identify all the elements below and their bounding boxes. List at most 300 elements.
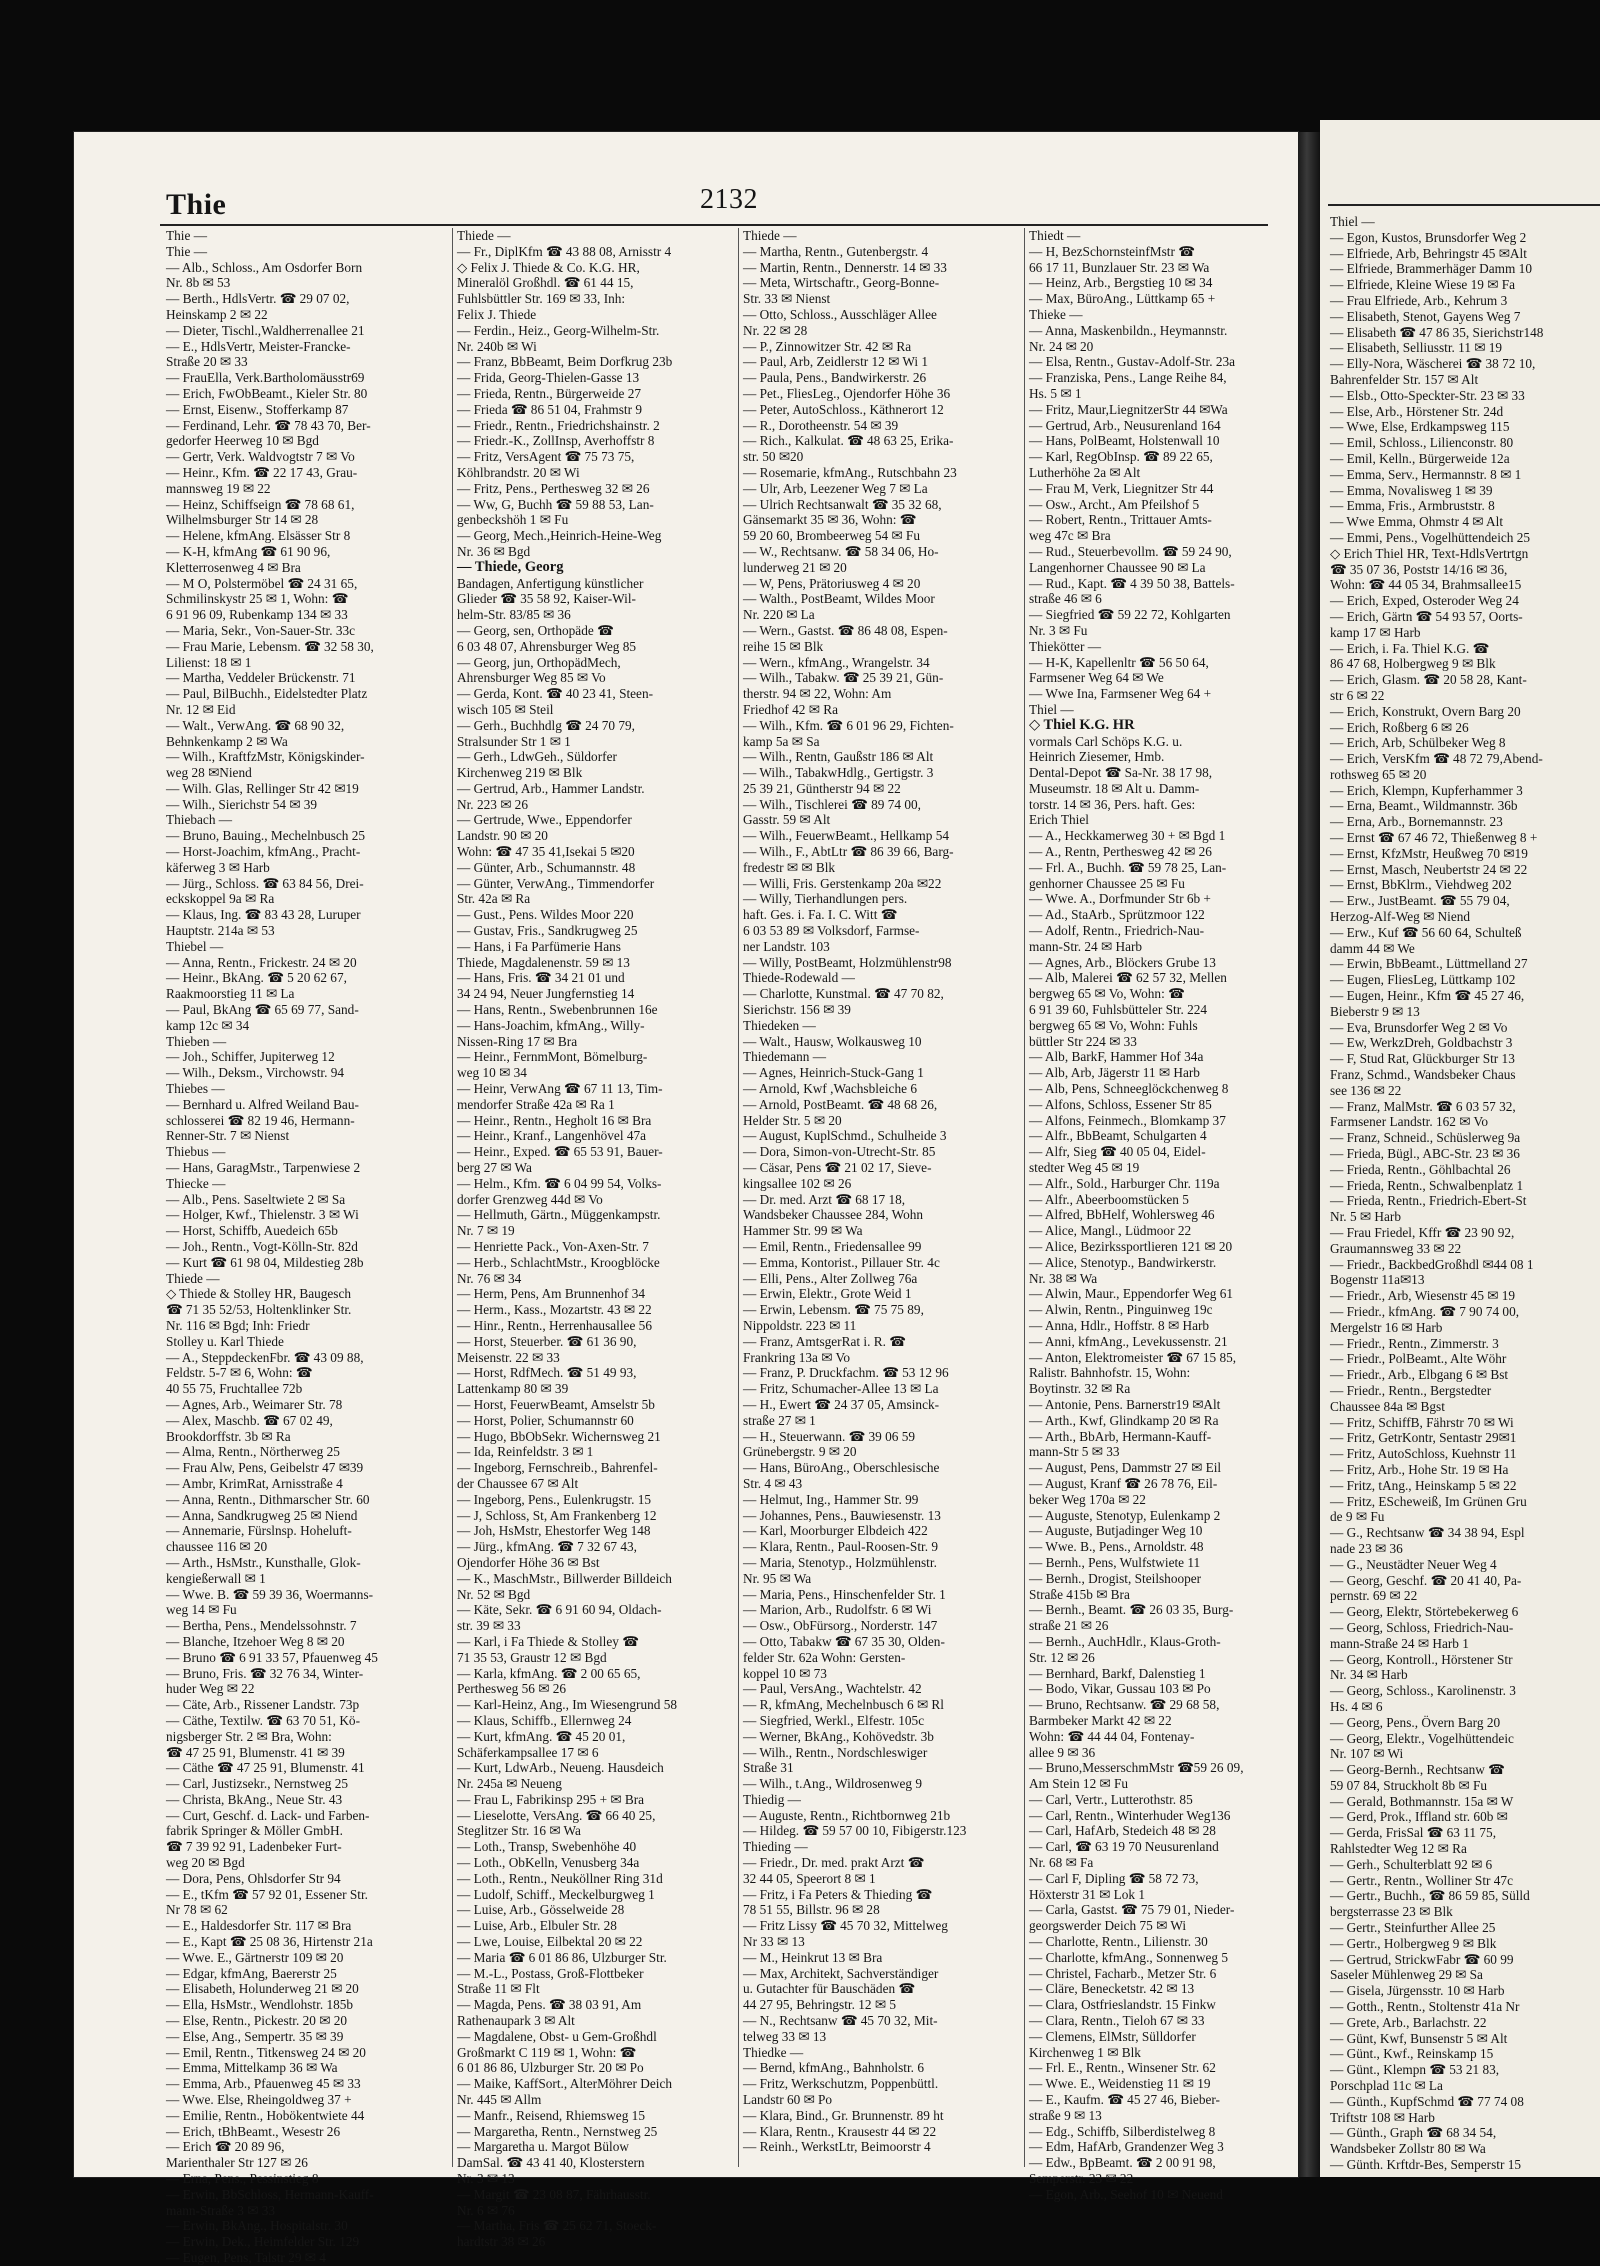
directory-entry-line: haft. Ges. i. Fa. I. C. Witt ☎ (743, 907, 898, 923)
directory-entry-line: — Alma, Rentn., Nörtherweg 25 (166, 1444, 340, 1460)
directory-entry-line: Thie — (166, 243, 207, 259)
directory-entry-line: Nr. 6 ✉ 76 (457, 2202, 515, 2218)
directory-entry-line: — W., Rechtsanw. ☎ 58 34 06, Ho- (743, 543, 939, 559)
directory-entry-line: — Alb., Pens. Saseltwiete 2 ✉ Sa (166, 1191, 346, 1207)
directory-entry-line: käferweg 3 ✉ Harb (166, 859, 270, 875)
directory-entry-line: Kletterrosenweg 4 ✉ Bra (166, 559, 301, 575)
directory-entry-line: — Fritz, Schumacher-Allee 13 ✉ La (743, 1381, 939, 1397)
directory-entry-line: — Georg, Elektr., Vogelhüttendeic (1330, 1730, 1514, 1746)
directory-entry-line: Bogenstr 11a✉13 (1330, 1272, 1425, 1288)
directory-entry-line: Lutherhöhe 2a ✉ Alt (1029, 464, 1141, 480)
directory-entry-line: — Elfriede, Kleine Wiese 19 ✉ Fa (1330, 277, 1516, 293)
directory-entry-line: — Bruno, Bauing., Mechelnbusch 25 (166, 828, 366, 844)
directory-entry-line: lunderweg 21 ✉ 20 (743, 559, 847, 575)
directory-entry-line: — Georg, Kontroll., Hörstener Str (1330, 1651, 1513, 1667)
directory-entry-line: — Friedr.-K., ZollInsp, Averhoffstr 8 (457, 433, 655, 449)
directory-entry-line: — Hildeg. ☎ 59 57 00 10, Fibigerstr.123 (743, 1823, 967, 1839)
directory-entry-line: Thiecke — (166, 1175, 226, 1191)
directory-entry-line: — Hans, Rentn., Swebenbrunnen 16e (457, 1002, 658, 1018)
directory-entry-line: 6 01 86 86, Ulzburger Str. 20 ✉ Po (457, 2060, 644, 2076)
directory-entry-line: — Friedr., Rentn., Friedrichshainstr. 2 (457, 417, 660, 433)
directory-entry-line: — Maike, KaffSort., AlterMöhrer Deich (457, 2076, 673, 2092)
directory-entry-line: — Kurt, kfmAng. ☎ 45 20 01, (457, 1728, 626, 1744)
directory-entry-line: see 136 ✉ 22 (1330, 1082, 1402, 1098)
directory-entry-line: — Alb, BarkF, Hammer Hof 34a (1029, 1049, 1204, 1065)
directory-entry-line: — Herm., Kass., Mozartstr. 43 ✉ 22 (457, 1302, 652, 1318)
directory-entry-line: — Annemarie, Fürslnsp. Hoheluft- (166, 1523, 352, 1539)
directory-entry-line: — Willi, Fris. Gerstenkamp 20a ✉22 (743, 875, 942, 891)
directory-entry-line: — Ernst, Masch, Neubertstr 24 ✉ 22 (1330, 861, 1528, 877)
directory-entry-line: — Gertrud, StrickwFabr ☎ 60 99 (1330, 1951, 1514, 1967)
directory-entry-line: — Margit ☎ 23 08 87, Fährhausstr. (457, 2186, 651, 2202)
directory-entry-line: — F, Stud Rat, Glückburger Str 13 (1330, 1051, 1515, 1067)
directory-entry-line: — Heinr., Rentn., Hegholt 16 ✉ Bra (457, 1112, 652, 1128)
directory-entry-line: Thiede — (743, 228, 797, 243)
directory-entry-line: büttler Str 224 ✉ 33 (1029, 1033, 1137, 1049)
directory-entry-line: — A., Rentn, Perthesweg 42 ✉ 26 (1029, 844, 1212, 860)
directory-entry-line: — Ernst, Eisenw., Stofferkamp 87 (166, 401, 349, 417)
directory-entry-line: — Frau Elfriede, Arb., Kehrum 3 (1330, 292, 1508, 308)
directory-entry-line: — Ingeborg, Pens., Eulenkrugstr. 15 (457, 1491, 652, 1507)
directory-entry-line: — Charlotte, Rentn., Lilienstr. 30 (1029, 1934, 1208, 1950)
directory-entry-line: — Auguste, Rentn., Richtbornweg 21b (743, 1807, 951, 1823)
directory-entry-line: — Alfons, Schloss, Essener Str 85 (1029, 1096, 1212, 1112)
directory-entry-line: Thiebel — (166, 938, 224, 954)
directory-entry-line: Thiel — (1330, 214, 1375, 229)
directory-entry-line: ◇ Felix J. Thiede & Co. K.G. HR, (457, 259, 640, 275)
directory-entry-line: — Franziska, Pens., Lange Reihe 84, (1029, 370, 1227, 386)
directory-entry-line: — G., Neustädter Neuer Weg 4 (1330, 1556, 1497, 1572)
directory-entry-line: — Erwin, BbBeamt., Lüttmelland 27 (1330, 956, 1528, 972)
directory-entry-line: — Wwe. E., Gärtnerstr 109 ✉ 20 (166, 1949, 344, 1965)
directory-entry-line: — Bernh., Drogist, Steilshooper (1029, 1570, 1202, 1586)
directory-entry-line: — Frl. A., Buchh. ☎ 59 78 25, Lan- (1029, 859, 1227, 875)
directory-entry-line: — Heinz, Schiffseign ☎ 78 68 61, (166, 496, 355, 512)
directory-entry-line: — Clara, Ostfrieslandstr. 15 Finkw (1029, 1997, 1216, 2013)
directory-entry-line: — Bernh., Pens, Wulfstwiete 11 (1029, 1554, 1201, 1570)
header-rule (160, 224, 1268, 226)
directory-entry-line: helm-Str. 83/85 ✉ 36 (457, 607, 571, 623)
directory-entry-line: — Fritz, VersAgent ☎ 75 73 75, (457, 449, 635, 465)
directory-entry-line: — Gertrud, Arb., Neusurenland 164 (1029, 417, 1221, 433)
directory-entry-line: weg 28 ✉Niend (166, 765, 252, 781)
column-2 (452, 228, 739, 2250)
directory-entry-line: — K-H, kfmAng ☎ 61 90 96, (166, 543, 331, 559)
directory-entry-line: — Frieda, Rentn., Friedrich-Ebert-St (1330, 1193, 1527, 1209)
directory-entry-line: — Wern., kfmAng., Wrangelstr. 34 (743, 654, 930, 670)
directory-entry-line: — Wilh., Tischlerei ☎ 89 74 00, (743, 796, 921, 812)
directory-entry-line: — J, Schloss, St, Am Frankenberg 12 (457, 1507, 657, 1523)
directory-entry-line: straße 9 ✉ 13 (1029, 2107, 1102, 2123)
directory-entry-line: ☎ 71 35 52/53, Holtenklinker Str. (166, 1302, 352, 1318)
directory-entry-line: — Helene, kfmAng. Elsässer Str 8 (166, 528, 351, 544)
directory-entry-line: — Gertr., Buchh., ☎ 86 59 85, Sülld (1330, 1888, 1530, 1904)
directory-entry-line: — Henriette Pack., Von-Axen-Str. 7 (457, 1239, 649, 1254)
directory-entry-line: — H-K, Kapellenltr ☎ 56 50 64, (1029, 654, 1209, 670)
directory-entry-line: — Joh., Schiffer, Jupiterweg 12 (166, 1049, 335, 1065)
directory-entry-line: — Erwin, Elektr., Grote Weid 1 (743, 1286, 912, 1302)
directory-entry-line: Straße 11 ✉ Flt (457, 1981, 540, 1997)
directory-entry-line: ☎ 7 39 92 91, Ladenbeker Furt- (166, 1839, 342, 1855)
directory-entry-line: 25 39 21, Güntherstr 94 ✉ 22 (743, 780, 901, 796)
directory-entry-line: — Emma, Fris., Armbruststr. 8 (1330, 498, 1495, 514)
directory-entry-line: — Fritz, SchiffB, Fährstr 70 ✉ Wi (1330, 1414, 1514, 1430)
directory-entry-line: 34 24 94, Neuer Jungfernstieg 14 (457, 986, 635, 1002)
directory-entry-line: — Emil, Rentn., Titkensweg 24 ✉ 20 (166, 2044, 366, 2060)
directory-entry-line: — Meta, Wirtschaftr., Georg-Bonne- (743, 275, 940, 291)
directory-entry-line: Am Stein 12 ✉ Fu (1029, 1776, 1129, 1792)
directory-entry-line: — Anni, kfmAng., Levekussenstr. 21 (1029, 1333, 1228, 1349)
directory-entry-line: Wandsbeker Chaussee 284, Wohn (743, 1207, 924, 1223)
directory-entry-line: — Charlotte, kfmAng., Sonnenweg 5 (1029, 1949, 1229, 1965)
directory-entry-line: — Heinr, VerwAng ☎ 67 11 13, Tim- (457, 1081, 663, 1097)
directory-entry-line: — Alb, Arb, Jägerstr 11 ✉ Harb (1029, 1065, 1200, 1081)
directory-entry-line: — Erich, i. Fa. Thiel K.G. ☎ (1330, 640, 1490, 656)
directory-entry-line: — Hellmuth, Gärtn., Müggenkampstr. (457, 1207, 661, 1223)
directory-entry-line: — Fritz, tAng., Heinskamp 5 ✉ 22 (1330, 1477, 1517, 1493)
directory-entry-line: — Heinr., Kfm. ☎ 22 17 43, Grau- (166, 464, 358, 480)
directory-entry-line: — Gust., Pens. Wildes Moor 220 (457, 907, 634, 923)
directory-entry-line: — Bruno, Fris. ☎ 32 76 34, Winter- (166, 1665, 364, 1681)
directory-entry-line: de 9 ✉ Fu (1330, 1509, 1385, 1525)
directory-entry-line: — Georg, Mech.,Heinrich-Heine-Weg (457, 528, 662, 544)
directory-entry-line: u. Gutachter für Bauschäden ☎ (743, 1981, 916, 1997)
directory-entry-line: nade 23 ✉ 36 (1330, 1540, 1403, 1556)
directory-entry-line: — Ernst, KfzMstr, Heußweg 70 ✉19 (1330, 845, 1528, 861)
directory-entry-line: Fuhlsbüttler Str. 169 ✉ 33, Inh: (457, 291, 626, 307)
directory-entry-line: — Maria, Stenotyp., Holzmühlenstr. (743, 1554, 937, 1570)
directory-entry-line: — Ad., StaArb., Sprützmoor 122 (1029, 907, 1205, 923)
directory-entry-line: — Alb, Malerei ☎ 62 57 32, Mellen (1029, 970, 1227, 986)
directory-entry-line: — K., MaschMstr., Billwerder Billdeich (457, 1570, 672, 1586)
directory-entry-line: — Eugen, Pens, Talstr 29 ✉ 4 (166, 2250, 326, 2265)
directory-entry-line: — Hinr., Rentn., Herrenhausallee 56 (457, 1317, 652, 1333)
directory-entry-line: — Peter, AutoSchloss., Käthnerort 12 (743, 401, 944, 417)
directory-entry-line: — Erw., JustBeamt. ☎ 55 79 04, (1330, 893, 1510, 909)
directory-entry-line: DamSal. ☎ 43 41 40, Klosterstern (457, 2155, 645, 2171)
directory-entry-line: Rathenaupark 3 ✉ Alt (457, 2013, 575, 2029)
directory-entry-line: — Anna, Sandkrugweg 25 ✉ Niend (166, 1507, 358, 1523)
directory-entry-line: — Erich, tBhBeamt., Wesestr 26 (166, 2123, 341, 2139)
directory-entry-line: — Wilh. Glas, Rellinger Str 42 ✉19 (166, 780, 359, 796)
directory-entry-line: — Arth., HsMstr., Kunsthalle, Glok- (166, 1554, 361, 1570)
directory-entry-line: — Magda, Pens. ☎ 38 03 91, Am (457, 1997, 642, 2013)
directory-entry-line: — Agnes, Arb., Blöckers Grube 13 (1029, 954, 1216, 970)
directory-entry-line: — Elfriede, Arb, Behringstr 45 ✉Alt (1330, 245, 1527, 261)
directory-entry-line: — Hans, Fris. ☎ 34 21 01 und (457, 970, 625, 986)
directory-entry-line: Nr. 223 ✉ 26 (457, 796, 528, 812)
directory-entry-line: Behnkenkamp 2 ✉ Wa (166, 733, 288, 749)
directory-entry-line: Wilhelmsburger Str 14 ✉ 28 (166, 512, 319, 528)
directory-entry-line: Felix J. Thiede (457, 306, 537, 322)
page-number: 2132 (700, 184, 758, 215)
directory-entry-line: torstr. 14 ✉ 36, Pers. haft. Ges: (1029, 796, 1196, 812)
directory-entry-line: — Alfr., BbBeamt, Schulgarten 4 (1029, 1128, 1207, 1144)
directory-entry-line: — Alice, Mangl., Lüdmoor 22 (1029, 1223, 1192, 1239)
directory-entry-line: — Wilh., TabakwHdlg., Gertigstr. 3 (743, 765, 934, 781)
directory-entry-line: weg 10 ✉ 34 (457, 1065, 527, 1081)
directory-entry-line: — Kurt ☎ 61 98 04, Mildestieg 28b (166, 1254, 364, 1270)
directory-entry-line: Großmarkt C 119 ✉ 1, Wohn: ☎ (457, 2044, 637, 2060)
directory-entry-line: — H, BezSchornsteinfMstr ☎ (1029, 243, 1195, 259)
directory-entry-line: Wohn: ☎ 44 44 04, Fontenay- (1029, 1728, 1195, 1744)
directory-entry-line: Semperstr. 23 ✉ 22 (1029, 2171, 1134, 2187)
running-head: Thie (166, 188, 227, 221)
directory-entry-line: — Clara, Rentn., Tieloh 67 ✉ 33 (1029, 2013, 1205, 2029)
directory-entry-line: ◇ Thiel K.G. HR (1029, 716, 1135, 733)
directory-entry-line: Nr. 445 ✉ Allm (457, 2092, 542, 2108)
directory-entry-line: Gasstr. 59 ✉ Alt (743, 812, 831, 828)
directory-entry-line: — Alfons, Feinmech., Blomkamp 37 (1029, 1112, 1226, 1128)
directory-entry-line: — Ww, G, Buchh ☎ 59 88 53, Lan- (457, 496, 654, 512)
directory-entry-line: Thiedke — (743, 2044, 804, 2060)
directory-entry-line: — Günter, VerwAng., Timmendorfer (457, 875, 655, 891)
directory-entry-line: — Alfr, Sieg ☎ 40 05 04, Eidel- (1029, 1144, 1206, 1160)
directory-entry-line: — Franz, MalMstr. ☎ 6 03 57 32, (1330, 1098, 1516, 1114)
directory-entry-line: — Hans-Joachim, kfmAng., Willy- (457, 1017, 645, 1033)
directory-entry-line: — Erich, VersKfm ☎ 48 72 79,Abend- (1330, 751, 1543, 767)
directory-entry-line: — Alb, Pens, Schneeglöckchenweg 8 (1029, 1081, 1229, 1097)
directory-entry-line: Hs. 5 ✉ 1 (1029, 385, 1082, 401)
directory-entry-line: — Günt, Kwf, Bunsenstr 5 ✉ Alt (1330, 2030, 1508, 2046)
directory-entry-line: Schmilinskystr 25 ✉ 1, Wohn: ☎ (166, 591, 349, 607)
directory-entry-line: — W, Pens, Prätoriusweg 4 ✉ 20 (743, 575, 921, 591)
directory-entry-line: ☎ 47 25 91, Blumenstr. 41 ✉ 39 (166, 1744, 345, 1760)
directory-entry-line: — Loth., Rentn., Neuköllner Ring 31d (457, 1870, 663, 1886)
directory-entry-line: — Walt., Hausw, Wolkausweg 10 (743, 1033, 922, 1049)
directory-entry-line: Thiedeken — (743, 1017, 816, 1033)
directory-entry-line: — Wern., Gastst. ☎ 86 48 08, Espen- (743, 622, 948, 638)
directory-entry-line: 6 03 53 89 ✉ Volksdorf, Farmse- (743, 923, 920, 939)
directory-entry-line: — Fritz, Arb., Hohe Str. 19 ✉ Ha (1330, 1461, 1509, 1477)
directory-entry-line: 78 51 55, Billstr. 96 ✉ 28 (743, 1902, 880, 1918)
directory-entry-line: — Holger, Kwf., Thielenstr. 3 ✉ Wi (166, 1207, 359, 1223)
directory-entry-line: — Christel, Facharb., Metzer Str. 6 (1029, 1965, 1217, 1981)
directory-entry-line: genhorner Chaussee 25 ✉ Fu (1029, 875, 1185, 891)
directory-entry-line: Köhlbrandstr. 20 ✉ Wi (457, 464, 580, 480)
directory-entry-line: — Emilie, Rentn., Hobökentwiete 44 (166, 2107, 365, 2123)
directory-entry-line: — Robert, Rentn., Trittauer Amts- (1029, 512, 1212, 528)
directory-entry-line: Porschplad 11c ✉ La (1330, 2078, 1443, 2094)
directory-entry-line: — Blanche, Itzehoer Weg 8 ✉ 20 (166, 1633, 345, 1649)
directory-entry-line: — Wilh., t.Ang., Wildrosenweg 9 (743, 1776, 923, 1792)
directory-entry-line: — Hans, i Fa Parfümerie Hans (457, 938, 621, 954)
directory-entry-line: Thiedemann — (743, 1049, 827, 1065)
next-page-column (1330, 214, 1600, 2173)
directory-entry-line: Straße 20 ✉ 33 (166, 354, 248, 370)
directory-entry-line: Farmsener Landstr. 162 ✉ Vo (1330, 1114, 1489, 1130)
directory-entry-line: — H., Ewert ☎ 24 37 05, Amsinck- (743, 1396, 940, 1412)
directory-entry-line: Straße 415b ✉ Bra (1029, 1586, 1130, 1602)
directory-entry-line: huder Weg ✉ 22 (166, 1681, 255, 1697)
directory-entry-line: — Paul, Arb, Zeidlerstr 12 ✉ Wi 1 (743, 354, 929, 370)
directory-entry-line: — Siegfried, Werkl., Elfestr. 105c (743, 1712, 925, 1728)
directory-entry-line: — Thiede, Georg (457, 558, 564, 575)
directory-entry-line: Nr. 36 ✉ Bgd (457, 543, 531, 559)
directory-entry-line: — Otto, Schloss., Ausschläger Allee (743, 306, 937, 322)
directory-entry-line: — E., Kapt ☎ 25 08 36, Hirtenstr 21a (166, 1934, 373, 1950)
directory-entry-line: — R, kfmAng, Mechelnbusch 6 ✉ Rl (743, 1697, 944, 1713)
directory-entry-line: — Marion, Arb., Rudolfstr. 6 ✉ Wi (743, 1602, 932, 1618)
directory-entry-line: stedter Weg 45 ✉ 19 (1029, 1160, 1140, 1176)
directory-entry-line: Franz, Schmd., Wandsbeker Chaus (1330, 1067, 1516, 1083)
directory-entry-line: — Franz, AmtsgerRat i. R. ☎ (743, 1333, 906, 1349)
directory-entry-line: eckskoppel 9a ✉ Ra (166, 891, 275, 907)
directory-entry-line: Perthesweg 56 ✉ 26 (457, 1681, 567, 1697)
directory-entry-line: — Hans, BüroAng., Oberschlesische (743, 1460, 940, 1476)
directory-entry-line: — Martha, Veddeler Brückenstr. 71 (166, 670, 356, 686)
directory-entry-line: — Klaus, Schiffb., Ellernweg 24 (457, 1712, 632, 1728)
directory-entry-line: Nissen-Ring 17 ✉ Bra (457, 1033, 578, 1049)
directory-entry-line: — Alwin, Rentn., Pinguinweg 19c (1029, 1302, 1213, 1318)
directory-entry-line: — Carl, ☎ 63 19 70 Neusurenland (1029, 1839, 1219, 1855)
directory-entry-line: — Anna, Rentn., Frickestr. 24 ✉ 20 (166, 954, 357, 970)
directory-entry-line: Bandagen, Anfertigung künstlicher (457, 575, 644, 591)
directory-entry-line: — Elsa, Rentn., Gustav-Adolf-Str. 23a (1029, 354, 1236, 370)
directory-entry-line: — Erich, Konstrukt, Overn Barg 20 (1330, 703, 1521, 719)
directory-entry-line: — Rosemarie, kfmAng., Rutschbahn 23 (743, 464, 957, 480)
directory-entry-line: — Bernh., AuchHdlr., Klaus-Groth- (1029, 1633, 1221, 1649)
directory-entry-line: vormals Carl Schöps K.G. u. (1029, 733, 1183, 749)
directory-entry-line: — FrauElla, Verk.Bartholomäusstr69 (166, 370, 365, 386)
directory-entry-line: Boytinstr. 32 ✉ Ra (1029, 1381, 1131, 1397)
directory-entry-line: — Fritz, EScheweiß, Im Grünen Gru (1330, 1493, 1527, 1509)
directory-entry-line: Ahrensburger Weg 85 ✉ Vo (457, 670, 606, 686)
directory-entry-line: — Frau L, Fabrikinsp 295 + ✉ Bra (457, 1791, 645, 1807)
directory-entry-line: — Dieter, Tischl.,Waldherrenallee 21 (166, 322, 365, 338)
directory-entry-line: — Alex, Maschb. ☎ 67 02 49, (166, 1412, 333, 1428)
directory-entry-line: — Reinh., WerkstLtr, Beimoorstr 4 (743, 2139, 931, 2155)
directory-entry-line: — Emma, Kontorist., Pillauer Str. 4c (743, 1254, 940, 1270)
directory-entry-line: — Arnold, Kwf ,Wachsbleiche 6 (743, 1081, 917, 1097)
directory-entry-line: Frankring 13a ✉ Vo (743, 1349, 851, 1365)
directory-entry-line: Dental-Depot ☎ Sa-Nr. 38 17 98, (1029, 765, 1213, 781)
directory-entry-line: straße 21 ✉ 26 (1029, 1618, 1109, 1634)
directory-entry-line: — Erich ☎ 20 89 96, (166, 2139, 285, 2155)
directory-entry-line: Heinskamp 2 ✉ 22 (166, 306, 268, 322)
directory-entry-line: Nr. 7 ✉ 19 (457, 1223, 515, 1239)
directory-entry-line: — Egon, Kustos, Brunsdorfer Weg 2 (1330, 229, 1527, 245)
directory-entry-line: — Frieda, Bügl., ABC-Str. 23 ✉ 36 (1330, 1146, 1520, 1162)
directory-entry-line: — Karl, i Fa Thiede & Stolley ☎ (457, 1633, 639, 1649)
directory-entry-line: — Wilh., FeuerwBeamt., Hellkamp 54 (743, 828, 950, 844)
directory-entry-line: — Wilh., Rentn, Gaußstr 186 ✉ Alt (743, 749, 934, 765)
directory-entry-line: — Eugen, FliesLeg, Lüttkamp 102 (1330, 972, 1516, 988)
directory-entry-line: — Elli, Pens., Alter Zollweg 76a (743, 1270, 918, 1286)
directory-entry-line: — Bernhard u. Alfred Weiland Bau- (166, 1096, 359, 1112)
directory-entry-line: — Wwe. A., Dorfmunder Str 6b + (1029, 891, 1211, 907)
directory-entry-line: — Erich, Roßberg 6 ✉ 26 (1330, 719, 1469, 735)
directory-entry-line: Farmsener Weg 64 ✉ We (1029, 670, 1164, 686)
directory-entry-line: — Margaretha u. Margot Bülow (457, 2139, 629, 2155)
directory-entry-line: — E., Haldesdorfer Str. 117 ✉ Bra (166, 1918, 352, 1934)
directory-entry-line: — Erwin, Dek., Heimfelder Str. 129 (166, 2234, 360, 2250)
directory-entry-line: — Rud., Kapt. ☎ 4 39 50 38, Battels- (1029, 575, 1235, 591)
directory-entry-line: str. 50 ✉20 (743, 449, 804, 465)
directory-entry-line: koppel 10 ✉ 73 (743, 1665, 827, 1681)
directory-entry-line: — Lwe, Louise, Eilbektal 20 ✉ 22 (457, 1934, 643, 1950)
directory-entry-line: — Frieda ☎ 86 51 04, Frahmstr 9 (457, 401, 642, 417)
directory-entry-line: — E., Kaufm. ☎ 45 27 46, Bieber- (1029, 2092, 1220, 2108)
directory-entry-line: — Berth., HdlsVertr. ☎ 29 07 02, (166, 291, 350, 307)
directory-entry-line: — Anna, Maskenbildn., Heymannstr. (1029, 322, 1228, 338)
directory-entry-line: — Martin, Rentn., Dennerstr. 14 ✉ 33 (743, 259, 947, 275)
directory-page (74, 132, 1298, 2265)
directory-entry-line: — Alfr., Sold., Harburger Chr. 119a (1029, 1175, 1220, 1191)
directory-entry-line: Glieder ☎ 35 58 92, Kaiser-Wil- (457, 591, 636, 607)
directory-entry-line: — Friedr., Rentn., Bergstedter (1330, 1382, 1492, 1398)
directory-entry-line: — Maria ☎ 6 01 86 86, Ulzburger Str. (457, 1949, 667, 1965)
directory-entry-line: fredestr ✉ ✉ Blk (743, 859, 836, 875)
directory-entry-line: — Otto, Tabakw ☎ 67 35 30, Olden- (743, 1633, 945, 1649)
directory-entry-line: — Edgar, kfmAng, Baererstr 25 (166, 1965, 337, 1981)
directory-entry-line: Kirchenweg 219 ✉ Blk (457, 765, 583, 781)
directory-entry-line: 86 47 68, Holbergweg 9 ✉ Blk (1330, 656, 1496, 672)
directory-entry-line: — Karl, RegObInsp. ☎ 89 22 65, (1029, 449, 1213, 465)
directory-entry-line: — Bruno,MesserschmMstr ☎59 26 09, (1029, 1760, 1244, 1776)
directory-entry-line: — Emma, Arb., Pfauenweg 45 ✉ 33 (166, 2076, 361, 2092)
directory-entry-line: Barmbeker Markt 42 ✉ 22 (1029, 1712, 1172, 1728)
directory-entry-line: Str. 42a ✉ Ra (457, 891, 531, 907)
directory-entry-line: Erich Thiel (1029, 812, 1089, 828)
directory-entry-line: Brookdorffstr. 3b ✉ Ra (166, 1428, 291, 1444)
directory-entry-line: — Auguste, Stenotyp, Eulenkamp 2 (1029, 1507, 1221, 1523)
directory-entry-line: Nr. 95 ✉ Wa (743, 1570, 812, 1586)
directory-entry-line: — Curt, Geschf. d. Lack- und Farben- (166, 1807, 370, 1823)
directory-entry-line: Thiekötter — (1029, 638, 1102, 654)
directory-entry-line: — Fritz Lissy ☎ 45 70 32, Mittelweg (743, 1918, 948, 1934)
directory-entry-line: Thiebach — (166, 812, 233, 828)
directory-entry-line: — Eugen, Heinr., Kfm ☎ 45 27 46, (1330, 988, 1525, 1004)
directory-entry-line: — Grete, Arb., Barlachstr. 22 (1330, 2014, 1487, 2030)
directory-entry-line: — Bernd, kfmAng., Bahnholstr. 6 (743, 2060, 924, 2076)
directory-entry-line: — Luise, Arb., Gösselweide 28 (457, 1902, 625, 1918)
directory-entry-line: — Alfred, BbHelf, Wohlersweg 46 (1029, 1207, 1215, 1223)
directory-entry-line: 40 55 75, Fruchtallee 72b (166, 1381, 303, 1397)
column-1 (166, 228, 448, 2265)
directory-entry-line: — Helm., Kfm. ☎ 6 04 99 54, Volks- (457, 1175, 662, 1191)
directory-entry-line: Hs. 4 ✉ 6 (1330, 1698, 1383, 1714)
directory-entry-line: — Frl. E., Rentn., Winsener Str. 62 (1029, 2060, 1216, 2076)
directory-entry-line: — Wwe. B. ☎ 59 39 36, Woermanns- (166, 1586, 374, 1602)
directory-entry-line: Bahrenfelder Str. 157 ✉ Alt (1330, 371, 1479, 387)
directory-entry-line: Wandsbeker Zollstr 80 ✉ Wa (1330, 2141, 1486, 2157)
directory-entry-line: Höxterstr 31 ✉ Lok 1 (1029, 1886, 1146, 1902)
directory-entry-line: — Clemens, ElMstr, Sülldorfer (1029, 2028, 1196, 2044)
directory-entry-line: — Auguste, Butjadinger Weg 10 (1029, 1523, 1203, 1539)
directory-entry-line: — August, KuplSchmd., Schulheide 3 (743, 1128, 947, 1144)
directory-entry-line: Thiel — (1029, 701, 1074, 717)
directory-entry-line: — R., Dorotheenstr. 54 ✉ 39 (743, 417, 899, 433)
directory-entry-line: — Ingeborg, Fernschreib., Bahrenfel- (457, 1460, 658, 1476)
directory-entry-line: — Erich, Glasm. ☎ 20 58 28, Kant- (1330, 672, 1527, 688)
directory-entry-line: Nr. 5 ✉ Harb (1330, 1209, 1401, 1225)
directory-entry-line: ☎ 35 07 36, Poststr 14/16 ✉ 36, (1330, 561, 1508, 577)
directory-entry-line: gedorfer Heerweg 10 ✉ Bgd (166, 433, 319, 449)
directory-entry-line: — Günth. Krftdr-Bes, Semperstr 15 (1330, 2157, 1522, 2173)
directory-entry-line: — Antonie, Pens. Barnerstr19 ✉Alt (1029, 1396, 1221, 1412)
directory-entry-line: — Bernh., Beamt. ☎ 26 03 35, Burg- (1029, 1602, 1234, 1618)
directory-entry-line: — Georg, Elektr, Störtebekerweg 6 (1330, 1604, 1519, 1620)
directory-entry-line: Lilienst: 18 ✉ 1 (166, 654, 252, 670)
directory-entry-line: — Arnold, PostBeamt. ☎ 48 68 26, (743, 1096, 938, 1112)
directory-entry-line: Thiedt — (1029, 228, 1081, 243)
directory-entry-line: — Wilh., KraftfzMstr, Königskinder- (166, 749, 365, 765)
directory-entry-line: — Elfriede, Brammerhäger Damm 10 (1330, 261, 1532, 277)
directory-entry-line: dorfer Grenzweg 44d ✉ Vo (457, 1191, 603, 1207)
directory-entry-line: — Frau Marie, Lebensm. ☎ 32 58 30, (166, 638, 374, 654)
directory-entry-line: Rahlstedter Weg 12 ✉ Ra (1330, 1841, 1467, 1857)
